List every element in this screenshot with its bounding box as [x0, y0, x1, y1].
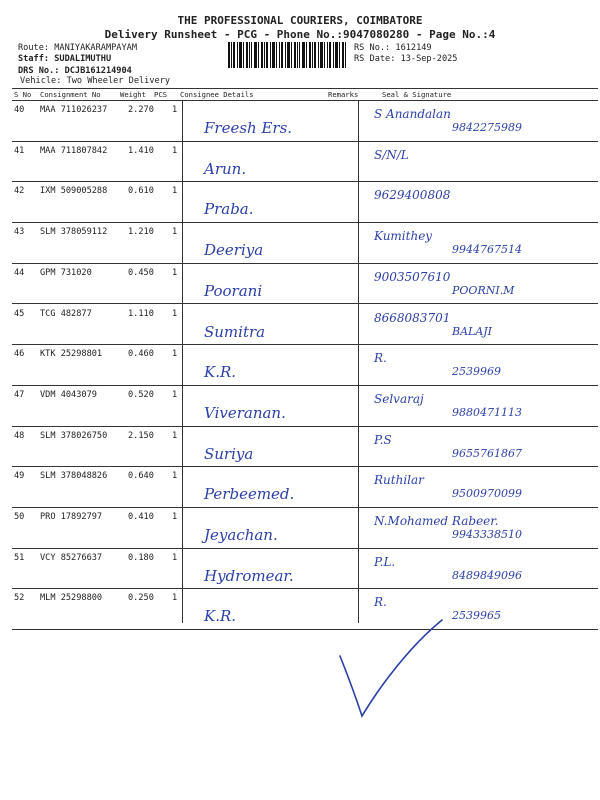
row-sno: 40 [14, 105, 25, 115]
row-pcs: 1 [172, 186, 178, 197]
row-consignment-no: PRO 17892797 [40, 512, 103, 522]
row-consignment-no: SLM 378048826 [40, 471, 108, 482]
row-pcs: 1 [172, 471, 178, 482]
consignee-handwriting: Deeriya [204, 241, 264, 260]
drs-number: DRS No.: DCJB16121490​4 [18, 66, 132, 76]
row-weight: 1.110 [128, 308, 154, 319]
row-consignment-no: SLM 378059112 [40, 227, 108, 238]
table-row [12, 427, 598, 468]
rs-date: RS Date: 13-Sep-2025 [354, 54, 458, 64]
consignee-handwriting: Hydromear. [204, 566, 294, 585]
col-header-remarks: Remarks [328, 90, 359, 99]
row-sno: 50 [14, 512, 25, 522]
signature-line-1: Ruthilar [374, 473, 424, 488]
signature-line-2: 9655761867 [452, 446, 522, 460]
signature-line-2: POORNI.M [452, 283, 515, 297]
row-sno: 49 [14, 471, 25, 482]
signature-line-1: Kumithey [374, 229, 433, 244]
signature-line-1: P.L. [374, 554, 396, 569]
row-weight: 2.150 [128, 430, 154, 441]
row-consignment-no: SLM 378026750 [40, 430, 108, 441]
consignee-handwriting: Praba. [204, 200, 254, 219]
consignee-handwriting: Freesh Ers. [204, 119, 293, 137]
consignee-handwriting: Suriya [204, 444, 254, 463]
row-pcs: 1 [172, 430, 178, 441]
row-consignment-no: GPM 731020 [40, 267, 92, 278]
table-row [12, 142, 598, 183]
signature-line-1: 9629400808 [374, 188, 451, 203]
table-row [12, 467, 598, 508]
row-consignment-no: MAA 711807842 [40, 145, 108, 156]
route-text: Route: MANIYAKARAMPAYAM [18, 43, 137, 53]
row-weight: 0.610 [128, 186, 154, 197]
signature-line-2: 2539969 [452, 365, 501, 379]
table-row [12, 182, 598, 223]
row-pcs: 1 [172, 308, 178, 319]
consignee-handwriting: Jeyachan. [204, 526, 278, 544]
row-weight: 0.250 [128, 593, 154, 604]
row-pcs: 1 [172, 512, 178, 522]
signature-line-2: 9880471113 [452, 405, 522, 419]
row-consignment-no: IXM 509005288 [40, 186, 108, 197]
row-consignment-no: MAA 711026237 [40, 105, 108, 115]
signature-line-1: S Anandalan [374, 107, 451, 121]
row-consignment-no: KTK 25298801 [40, 349, 103, 360]
row-sno: 41 [14, 145, 25, 156]
table-top-rule [12, 88, 598, 89]
row-sno: 46 [14, 349, 25, 360]
signature-line-2: 9944767514 [452, 243, 522, 257]
row-pcs: 1 [172, 593, 178, 604]
table-row [12, 549, 598, 590]
table-row [12, 589, 598, 630]
row-weight: 1.410 [128, 145, 154, 156]
signature-line-1: R. [374, 351, 387, 366]
table-row [12, 345, 598, 386]
row-consignment-no: MLM 25298800 [40, 593, 103, 604]
row-weight: 0.180 [128, 552, 154, 563]
row-sno: 42 [14, 186, 25, 197]
table-row [12, 305, 598, 346]
signature-line-1: 8668083701 [374, 310, 451, 325]
consignee-handwriting: K.R. [204, 607, 237, 626]
row-sno: 48 [14, 430, 25, 441]
row-consignment-no: VCY 85276637 [40, 552, 103, 563]
table-row [12, 508, 598, 549]
table-row [12, 386, 598, 427]
signature-line-1: 9003507610 [374, 269, 451, 284]
signature-line-1: Selvaraj [374, 391, 424, 406]
signature-line-2: 9842275989 [452, 121, 522, 134]
row-weight: 0.410 [128, 512, 154, 522]
row-consignment-no: TCG 482877 [40, 308, 92, 319]
row-sno: 45 [14, 308, 25, 319]
row-sno: 51 [14, 552, 25, 563]
rs-number: RS No.: 1612149 [354, 43, 432, 53]
consignee-handwriting: Perbeemed. [204, 485, 295, 504]
row-pcs: 1 [172, 267, 178, 278]
row-weight: 1.210 [128, 227, 154, 238]
signature-line-2: 9500970099 [452, 487, 522, 501]
barcode [228, 42, 346, 68]
row-pcs: 1 [172, 105, 178, 115]
vehicle-text: Vehicle: Two Wheeler Delivery [20, 76, 171, 86]
row-pcs: 1 [172, 389, 178, 400]
consignee-handwriting: Arun. [204, 159, 247, 178]
runsheet-subtitle: Delivery Runsheet - PCG - Phone No.:9047080280 - Page No.:4 [104, 28, 496, 41]
signature-line-2: 9943338510 [452, 528, 522, 541]
consignee-handwriting: Poorani [204, 281, 263, 300]
signature-line-1: P.S [374, 432, 392, 447]
signature-line-2: 2539965 [452, 609, 501, 623]
consignee-handwriting: Sumitra [204, 322, 266, 341]
signature-line-2: BALAJI [452, 324, 493, 338]
table-row [12, 264, 598, 305]
consignee-handwriting: Viveranan. [204, 403, 286, 422]
col-header-seal: Seal & Signature [382, 90, 452, 99]
row-pcs: 1 [172, 552, 178, 563]
col-header-consignment: Consignment No [40, 90, 101, 99]
row-weight: 0.460 [128, 349, 154, 360]
col-header-consignee: Consignee Details [180, 90, 254, 99]
row-sno: 44 [14, 267, 25, 278]
col-header-weight: Weight [120, 90, 146, 99]
row-weight: 0.640 [128, 471, 154, 482]
row-consignment-no: VDM 4043079 [40, 389, 97, 400]
row-weight: 0.520 [128, 389, 154, 400]
row-sno: 52 [14, 593, 25, 604]
table-row [12, 101, 598, 142]
company-title: THE PROFESSIONAL COURIERS, COIMBATORE [177, 14, 423, 27]
signature-line-1: R. [374, 595, 387, 610]
signature-line-1: S/N/L [374, 147, 409, 162]
col-header-pcs: PCS [154, 90, 167, 99]
checkmark-icon [330, 616, 450, 726]
signature-line-2: 8489849096 [452, 568, 522, 582]
row-weight: 2.270 [128, 105, 154, 115]
row-pcs: 1 [172, 227, 178, 238]
row-pcs: 1 [172, 145, 178, 156]
staff-text: Staff: SUDALIMUTHU [18, 54, 112, 64]
consignee-handwriting: K.R. [204, 363, 237, 382]
row-weight: 0.450 [128, 267, 154, 278]
table-row [12, 223, 598, 264]
row-sno: 47 [14, 389, 25, 400]
row-pcs: 1 [172, 349, 178, 360]
row-divider [12, 629, 598, 630]
signature-line-1: N.Mohamed Rabeer. [374, 514, 499, 528]
row-sno: 43 [14, 227, 25, 238]
col-header-sno: S No [14, 90, 32, 99]
